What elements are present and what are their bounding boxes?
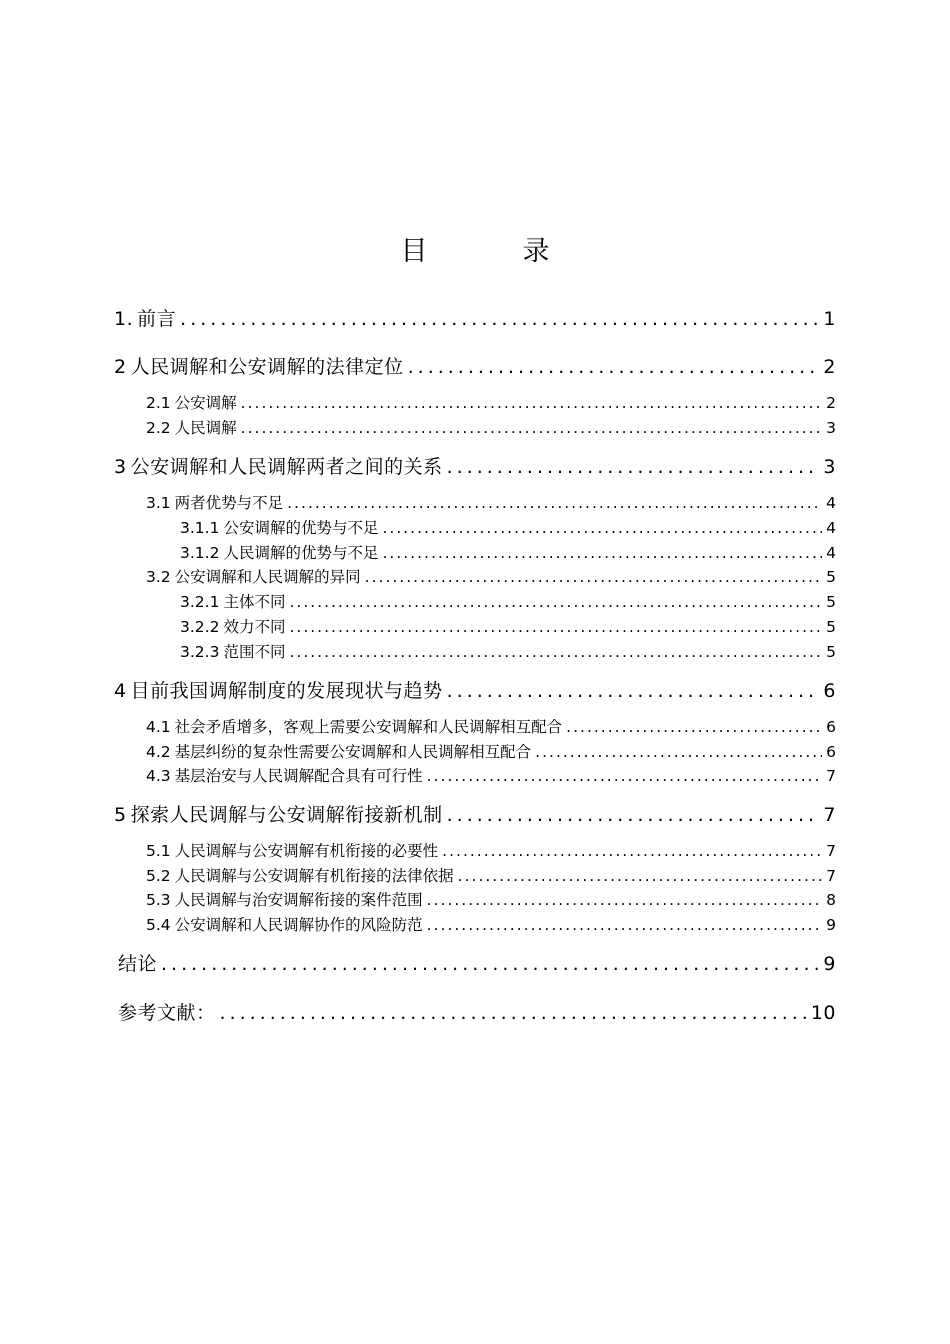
toc-entry-number: 5.3 — [146, 891, 171, 909]
toc-leader-dots — [180, 305, 819, 333]
toc-entry-title: 人民调解 — [174, 419, 237, 437]
toc-leader-dots — [287, 492, 822, 514]
page-title: 目 录 — [400, 236, 584, 267]
toc-entry-number: 5.4 — [146, 916, 171, 934]
toc-entry[interactable] — [114, 950, 836, 978]
toc-entry[interactable] — [146, 765, 836, 787]
toc-entry-title: 社会矛盾增多，客观上需要公安调解和人民调解相互配合 — [174, 718, 563, 736]
toc-entry[interactable] — [146, 392, 836, 414]
toc-entry[interactable] — [180, 641, 836, 663]
toc-entry[interactable] — [146, 889, 836, 911]
toc-leader-dots — [447, 453, 820, 481]
toc-entry-page: 5 — [826, 643, 836, 661]
toc-entry-title: 公安调解和人民调解协作的风险防范 — [174, 916, 423, 934]
toc-entry-page: 6 — [823, 680, 836, 702]
toc-entry[interactable] — [146, 492, 836, 514]
toc-entry-title: 公安调解和人民调解两者之间的关系 — [130, 456, 443, 478]
toc-entry[interactable] — [146, 840, 836, 862]
toc-entry-title: 结论 — [118, 953, 158, 975]
toc-entry[interactable] — [114, 353, 836, 381]
toc-entry[interactable] — [114, 801, 836, 829]
toc-entry[interactable] — [146, 566, 836, 588]
toc-entry-number: 3.1 — [146, 494, 171, 512]
toc-entry-title: 前言 — [137, 308, 177, 330]
toc-entry-page: 1 — [823, 308, 836, 330]
toc-entry-page: 7 — [826, 842, 836, 860]
toc-entry-number: 5.2 — [146, 867, 171, 885]
toc-entry-number: 4.2 — [146, 743, 171, 761]
toc-entry-title: 探索人民调解与公安调解衔接新机制 — [130, 804, 443, 826]
toc-entry[interactable] — [180, 542, 836, 564]
toc-leader-dots — [427, 889, 822, 911]
toc-entry-page: 5 — [826, 568, 836, 586]
toc-entry-page: 5 — [826, 618, 836, 636]
toc-entry-page: 4 — [826, 519, 836, 537]
toc-entry-number: 2.1 — [146, 394, 171, 412]
toc-entry-title: 基层治安与人民调解配合具有可行性 — [174, 767, 423, 785]
toc-entry-title: 人民调解和公安调解的法律定位 — [130, 356, 404, 378]
toc-entry-page: 6 — [826, 718, 836, 736]
toc-entry-number: 1. — [114, 308, 134, 330]
toc-entry-number: 4 — [114, 680, 127, 702]
toc-entry[interactable] — [146, 741, 836, 763]
toc-entry[interactable] — [180, 616, 836, 638]
toc-entry-title: 范围不同 — [223, 643, 286, 661]
toc-entry-page: 4 — [826, 544, 836, 562]
toc-entry[interactable] — [114, 305, 836, 333]
toc-entry[interactable] — [180, 517, 836, 539]
toc-entry-page: 8 — [826, 891, 836, 909]
toc-entry-number: 2.2 — [146, 419, 171, 437]
toc-entry-page: 4 — [826, 494, 836, 512]
toc-entry[interactable] — [146, 417, 836, 439]
toc-leader-dots — [289, 591, 822, 613]
toc-leader-dots — [535, 741, 822, 763]
toc-entry-page: 5 — [826, 593, 836, 611]
toc-entry-title: 基层纠纷的复杂性需要公安调解和人民调解相互配合 — [174, 743, 532, 761]
toc-entry-number: 2 — [114, 356, 127, 378]
toc-entry-page: 2 — [823, 356, 836, 378]
toc-entry-title: 人民调解的优势与不足 — [223, 544, 379, 562]
toc-entry[interactable] — [114, 453, 836, 481]
toc-leader-dots — [382, 517, 822, 539]
toc-entry-page: 6 — [826, 743, 836, 761]
toc-entry-page: 7 — [823, 804, 836, 826]
toc-entry-number: 3.1.2 — [180, 544, 220, 562]
toc-entry-number: 3.2.1 — [180, 593, 220, 611]
toc-leader-dots — [220, 999, 807, 1027]
toc-entry-title: 人民调解与公安调解有机衔接的必要性 — [174, 842, 439, 860]
toc-entry-title: 公安调解 — [174, 394, 237, 412]
toc-entry-number: 5.1 — [146, 842, 171, 860]
toc-entry[interactable] — [146, 914, 836, 936]
toc-entry-page: 2 — [826, 394, 836, 412]
toc-entry-title: 目前我国调解制度的发展现状与趋势 — [130, 680, 443, 702]
toc-entry-number: 3 — [114, 456, 127, 478]
toc-leader-dots — [427, 765, 822, 787]
toc-leader-dots — [241, 417, 822, 439]
toc-entry-page: 3 — [823, 456, 836, 478]
toc-entry-page: 10 — [810, 1002, 836, 1024]
toc-entry-title: 人民调解与治安调解衔接的案件范围 — [174, 891, 423, 909]
toc-entry-title: 参考文献： — [118, 1002, 216, 1024]
toc-leader-dots — [289, 616, 822, 638]
toc-leader-dots — [447, 801, 820, 829]
toc-leader-dots — [382, 542, 822, 564]
toc-leader-dots — [365, 566, 822, 588]
toc-entry[interactable] — [146, 716, 836, 738]
toc-entry-title: 公安调解和人民调解的异同 — [174, 568, 361, 586]
toc-leader-dots — [241, 392, 822, 414]
toc-entry-number: 3.1.1 — [180, 519, 220, 537]
toc-entry-page: 7 — [826, 867, 836, 885]
toc-leader-dots — [458, 865, 822, 887]
toc-entry[interactable] — [180, 591, 836, 613]
toc-entry-number: 3.2.2 — [180, 618, 220, 636]
toc-entry-title: 公安调解的优势与不足 — [223, 519, 379, 537]
toc-entry-page: 9 — [823, 953, 836, 975]
toc-leader-dots — [289, 641, 822, 663]
toc-entry[interactable] — [146, 865, 836, 887]
toc-entry-number: 3.2.3 — [180, 643, 220, 661]
toc-entry-page: 3 — [826, 419, 836, 437]
toc-entry-page: 7 — [826, 767, 836, 785]
toc-leader-dots — [566, 716, 822, 738]
toc-leader-dots — [427, 914, 822, 936]
toc-leader-dots — [161, 950, 819, 978]
toc-entry-title: 两者优势与不足 — [174, 494, 284, 512]
toc-entry-number: 5 — [114, 804, 127, 826]
toc-leader-dots — [408, 353, 820, 381]
toc-leader-dots — [447, 677, 820, 705]
toc-leader-dots — [442, 840, 822, 862]
toc-entry-page: 9 — [826, 916, 836, 934]
toc-entry-number: 4.1 — [146, 718, 171, 736]
toc-entry-title: 主体不同 — [223, 593, 286, 611]
toc-entry-number: 4.3 — [146, 767, 171, 785]
toc-entry[interactable] — [114, 677, 836, 705]
toc-entry-title: 效力不同 — [223, 618, 286, 636]
toc-entry-title: 人民调解与公安调解有机衔接的法律依据 — [174, 867, 454, 885]
toc-entry-number: 3.2 — [146, 568, 171, 586]
toc-entry[interactable] — [114, 999, 836, 1027]
